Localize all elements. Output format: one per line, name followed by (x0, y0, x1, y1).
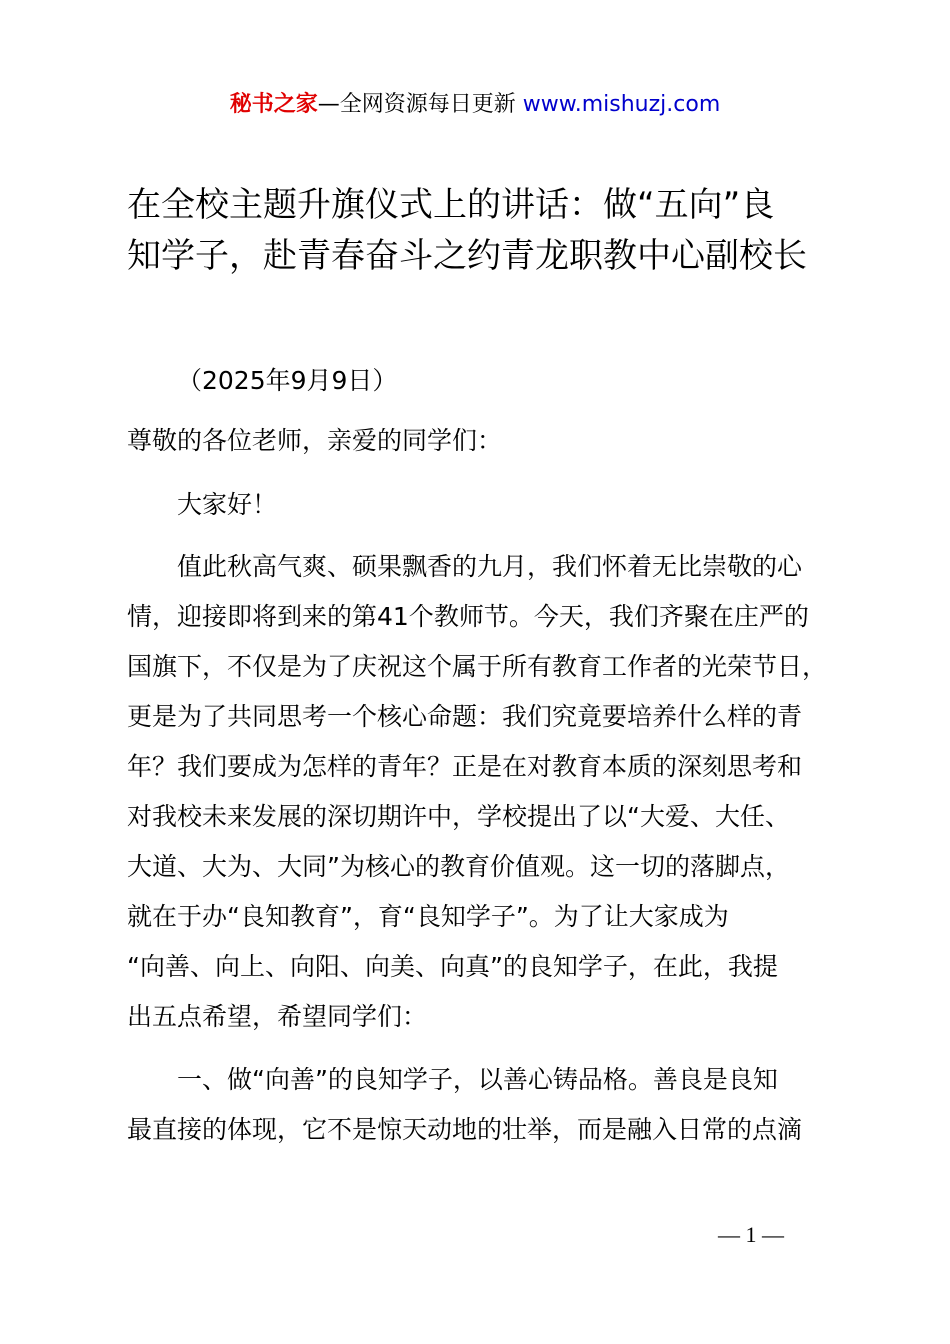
salutation: 尊敬的各位老师，亲爱的同学们： (127, 426, 503, 455)
paragraph-1-line: 就在于办“良知教育”，育“良知学子”。为了让大家成为 (127, 902, 729, 931)
brand-name: 秘书之家 (229, 92, 318, 117)
paragraph-2-line: 最直接的体现，它不是惊天动地的壮举，而是融入日常的点滴 (127, 1115, 803, 1144)
paragraph-1-line: 情，迎接即将到来的第41个教师节。今天，我们齐聚在庄严的 (127, 602, 809, 631)
paragraph-1-line: 国旗下，不仅是为了庆祝这个属于所有教育工作者的光荣节日， (127, 652, 828, 681)
paragraph-1-line: 值此秋高气爽、硕果飘香的九月，我们怀着无比崇敬的心 (177, 552, 803, 581)
paragraph-2-line: 一、做“向善”的良知学子，以善心铸品格。善良是良知 (177, 1065, 778, 1094)
paragraph-1-line: 更是为了共同思考一个核心命题：我们究竟要培养什么样的青 (127, 702, 803, 731)
site-url[interactable]: www.mishuzj.com (522, 92, 721, 117)
paragraph-1-line: “向善、向上、向阳、向美、向真”的良知学子，在此，我提 (127, 952, 778, 981)
paragraph-1-line: 对我校未来发展的深切期许中，学校提出了以“大爱、大任、 (127, 802, 790, 831)
paragraph-1-line: 年？我们要成为怎样的青年？正是在对教育本质的深刻思考和 (127, 752, 803, 781)
page-number: — 1 — (718, 1222, 784, 1247)
title-line-2: 知学子，赴青春奋斗之约青龙职教中心副校长 (127, 236, 807, 276)
paragraph-1-line: 出五点希望，希望同学们： (127, 1002, 428, 1031)
title-line-1: 在全校主题升旗仪式上的讲话：做“五向”良 (127, 185, 775, 225)
paragraph-1-line: 大道、大为、大同”为核心的教育价值观。这一切的落脚点， (127, 852, 790, 881)
greeting: 大家好！ (177, 490, 278, 519)
speech-date: （2025年9月9日） (177, 366, 398, 395)
header-tagline: —全网资源每日更新 (317, 92, 523, 117)
document-title (127, 180, 837, 282)
site-header (0, 88, 950, 122)
